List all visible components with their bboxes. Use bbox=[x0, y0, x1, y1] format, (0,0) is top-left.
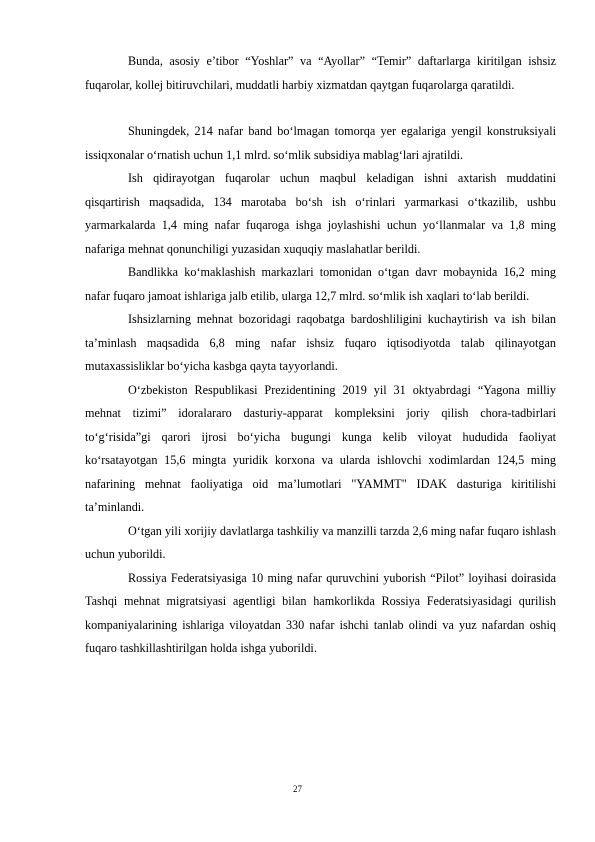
paragraph-5: Ishsizlarning mehnat bozoridagi raqobatga bardoshliligini kuchaytirish va ish bilan ta’minlash maqsadida 6,8 ming nafar ishsiz fuqaro iqtisodiyotda talab qilinayotgan mutaxassisliklar bo‘yicha kasbga qayta tayyorlandi. bbox=[85, 312, 556, 373]
paragraph-6: O‘zbekiston Respublikasi Prezidentining 2019 yil 31 oktyabrdagi “Yagona milliy mehnat tizimi” idoralararo dasturiy-apparat kompleksini joriy qilish chora-tadbirlari to‘g‘risida”gi qarori ijrosi bo‘yicha bugungi kunga kelib viloyat hududida faoliyat ko‘rsatayotgan 15,6 mingta yuridik korxona va ularda ishlovchi xodimlardan 124,5 ming nafarining mehnat faoliyatiga oid ma’lumotlari "YAMMT" IDAK dasturiga kiritilishi ta’minlandi. bbox=[85, 382, 556, 514]
page-number: 27 bbox=[293, 784, 302, 794]
paragraph-1: Bunda, asosiy e’tibor “Yoshlar” va “Ayollar” “Temir” daftarlarga kiritilgan ishsiz fuqarolar, kollej bitiruvchilari, muddatli harbiy xizmatdan qaytgan fuqarolarga qaratildi. bbox=[85, 54, 556, 92]
paragraph-4: Bandlikka ko‘maklashish markazlari tomonidan o‘tgan davr mobaynida 16,2 ming nafar fuqaro jamoat ishlariga jalb etilib, ularga 12,7 mlrd. so‘mlik ish xaqlari to‘lab berildi. bbox=[85, 265, 556, 303]
paragraph-2: Shuningdek, 214 nafar band bo‘lmagan tomorqa yer egalariga yengil konstruksiyali issiqxonalar o‘rnatish uchun 1,1 mlrd. so‘mlik subsidiya mablag‘lari ajratildi. bbox=[85, 124, 556, 162]
document-body bbox=[85, 50, 556, 661]
paragraph-3: Ish qidirayotgan fuqarolar uchun maqbul keladigan ishni axtarish muddatini qisqartirish maqsadida, 134 marotaba bo‘sh ish o‘rinlari yarmarkasi o‘tkazilib, ushbu yarmarkalarda 1,4 ming nafar fuqaroga ishga joylashishi uchun yo‘llanmalar va 1,8 ming nafariga mehnat qonunchiligi yuzasidan xuquqiy maslahatlar berildi. bbox=[85, 171, 556, 256]
paragraph-gap bbox=[85, 97, 556, 120]
paragraph-7: O‘tgan yili xorijiy davlatlarga tashkiliy va manzilli tarzda 2,6 ming nafar fuqaro ishlash uchun yuborildi. bbox=[85, 523, 556, 561]
paragraph-8: Rossiya Federatsiyasiga 10 ming nafar quruvchini yuborish “Pilot” loyihasi doirasida Tashqi mehnat migratsiyasi agentligi bilan hamkorlikda Rossiya Federatsiyasidagi qurilish kompaniyalarining ishlariga viloyatdan 330 nafar ishchi tanlab olindi va yuz nafardan oshiq fuqaro tashkillashtirilgan holda ishga yuborildi. bbox=[85, 570, 556, 655]
